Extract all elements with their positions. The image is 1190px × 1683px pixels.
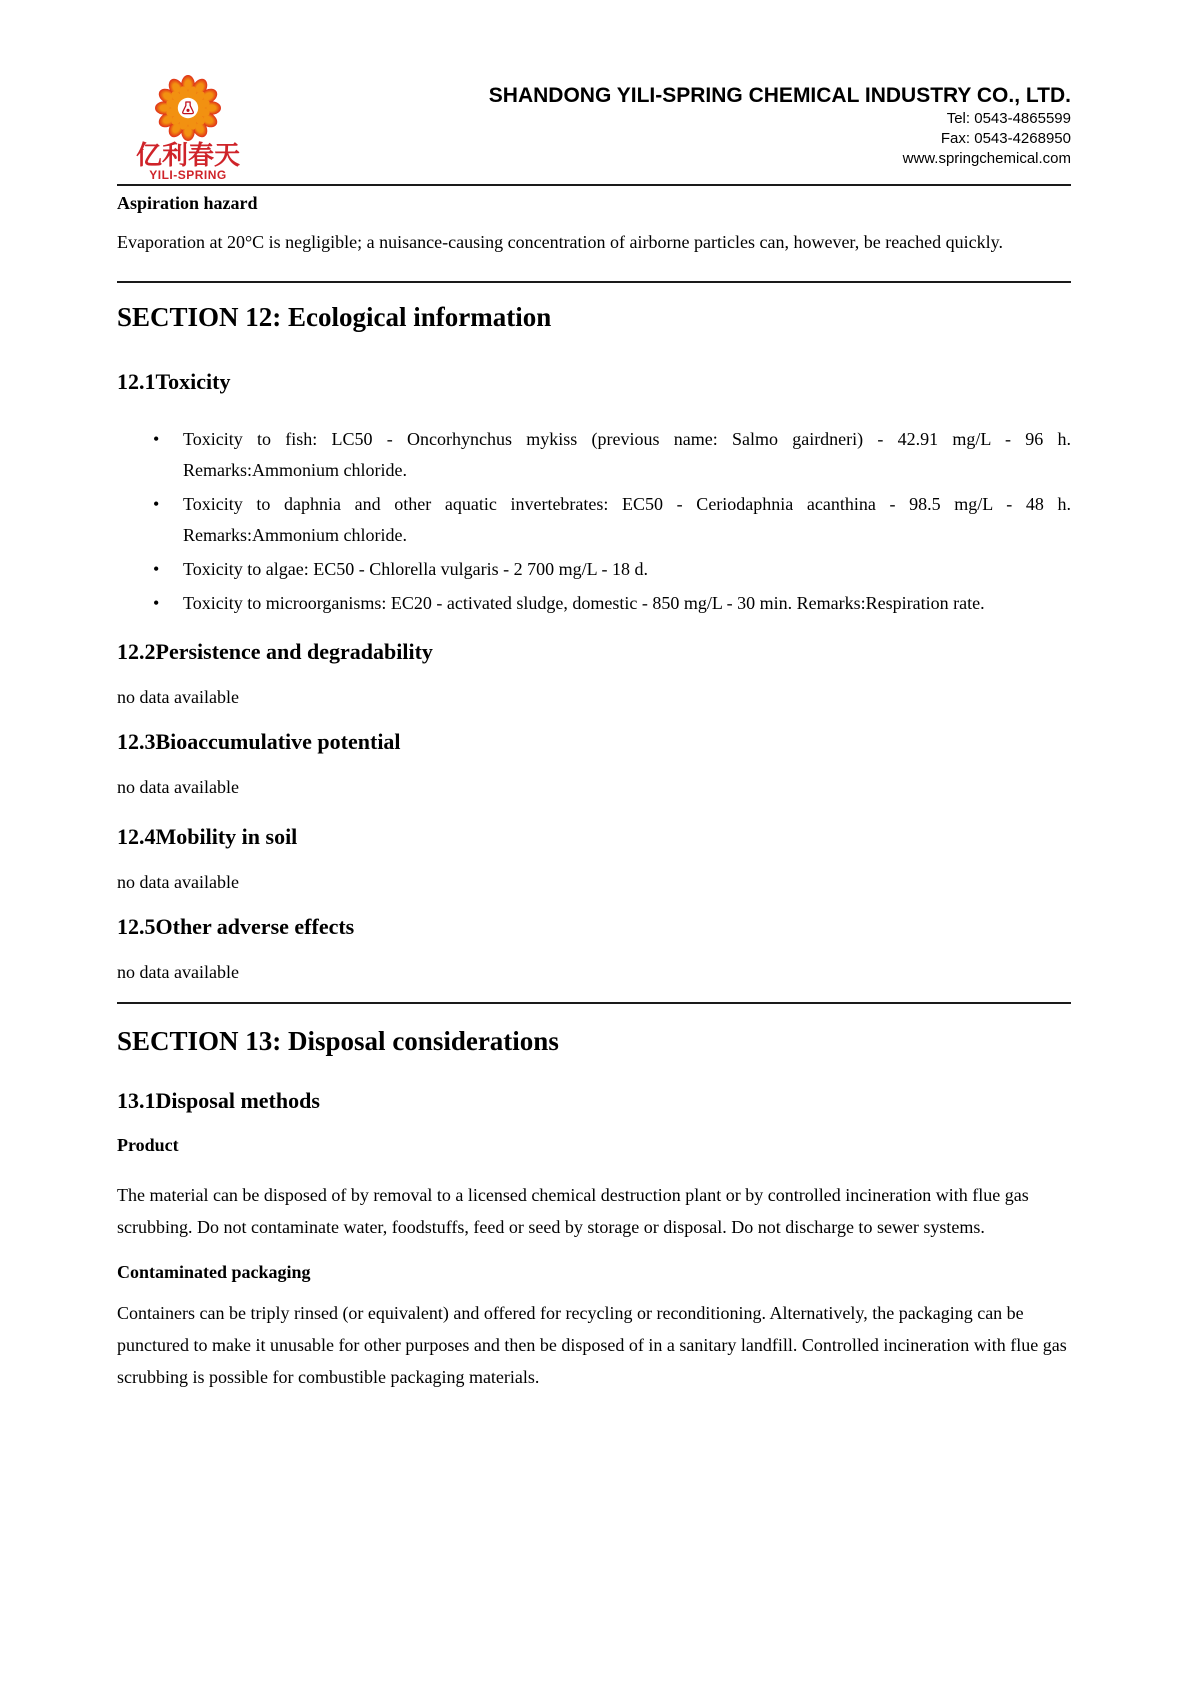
subsection-persistence-heading: 12.2Persistence and degradability <box>117 639 433 664</box>
no-data-text: no data available <box>117 777 239 797</box>
toxicity-list <box>117 424 1071 619</box>
section-13-divider <box>117 1002 1071 1004</box>
section-12-title: SECTION 12: Ecological information <box>117 302 552 332</box>
toxicity-item-daphnia <box>117 489 1071 551</box>
aspiration-hazard-text: Evaporation at 20°C is negligible; a nuisance-causing concentration of airborne particles can, however, be reached quickly. <box>117 232 1003 252</box>
header-contact-block <box>489 75 1071 169</box>
no-data-text: no data available <box>117 872 239 892</box>
company-logo <box>129 75 247 182</box>
section-12-divider <box>117 281 1071 283</box>
toxicity-item-fish <box>117 424 1071 486</box>
no-data-text: no data available <box>117 962 239 982</box>
toxicity-item-algae <box>117 554 1071 585</box>
disposal-methods-heading: 13.1Disposal methods <box>117 1088 320 1113</box>
logo-chinese-text: 亿利春天 <box>135 140 240 170</box>
product-label: Product <box>117 1135 179 1155</box>
subsection-other-adverse-heading: 12.5Other adverse effects <box>117 914 355 939</box>
section-13-title: SECTION 13: Disposal considerations <box>117 1026 559 1056</box>
toxicity-heading: 12.1Toxicity <box>117 369 231 394</box>
bullet-icon: • <box>153 593 160 613</box>
aspiration-hazard-heading: Aspiration hazard <box>117 193 258 213</box>
toxicity-item-text: Toxicity to daphnia and other aquatic invertebrates: EC50 - Ceriodaphnia acanthina - 98.5 mg/L - 48 h. Remarks:Ammonium chloride. <box>183 494 1071 545</box>
header <box>117 75 1071 182</box>
flower-flask-logo-icon <box>155 75 221 141</box>
no-data-text: no data available <box>117 687 239 707</box>
product-text: The material can be disposed of by removal to a licensed chemical destruction plant or by controlled incineration with flue gas scrubbing. Do not contaminate water, foodstuffs, feed or seed by storage or disposal. Do not discharge to sewer systems. <box>117 1185 1029 1237</box>
toxicity-item-microorganisms <box>117 588 1071 619</box>
subsection-mobility-heading: 12.4Mobility in soil <box>117 824 298 849</box>
toxicity-item-text: Toxicity to algae: EC50 - Chlorella vulgaris - 2 700 mg/L - 18 d. <box>183 559 648 579</box>
toxicity-item-text: Toxicity to microorganisms: EC20 - activated sludge, domestic - 850 mg/L - 30 min. Remarks:Respiration rate. <box>183 593 985 613</box>
bullet-icon: • <box>153 494 160 514</box>
bullet-icon: • <box>153 559 160 579</box>
website-link[interactable]: www.springchemical.com <box>902 150 1071 167</box>
logo-english-text: YILI-SPRING <box>149 168 227 182</box>
company-name: SHANDONG YILI-SPRING CHEMICAL INDUSTRY CO., LTD. <box>488 84 1071 107</box>
contaminated-packaging-text: Containers can be triply rinsed (or equivalent) and offered for recycling or reconditioning. Alternatively, the packaging can be punctured to make it unusable for other purposes and then be disposed of in a sanitary landfill. Controlled incineration with flue gas scrubbing is possible for combustible packaging materials. <box>117 1303 1067 1387</box>
subsection-bioaccumulative-heading: 12.3Bioaccumulative potential <box>117 729 401 754</box>
contaminated-packaging-label: Contaminated packaging <box>117 1262 311 1282</box>
tel-line: Tel: 0543-4865599 <box>946 110 1071 127</box>
bullet-icon: • <box>153 429 160 449</box>
fax-line: Fax: 0543-4268950 <box>940 130 1071 147</box>
toxicity-item-text: Toxicity to fish: LC50 - Oncorhynchus mykiss (previous name: Salmo gairdneri) - 42.91 mg/L - 96 h. Remarks:Ammonium chloride. <box>183 429 1071 480</box>
header-divider <box>117 184 1071 186</box>
